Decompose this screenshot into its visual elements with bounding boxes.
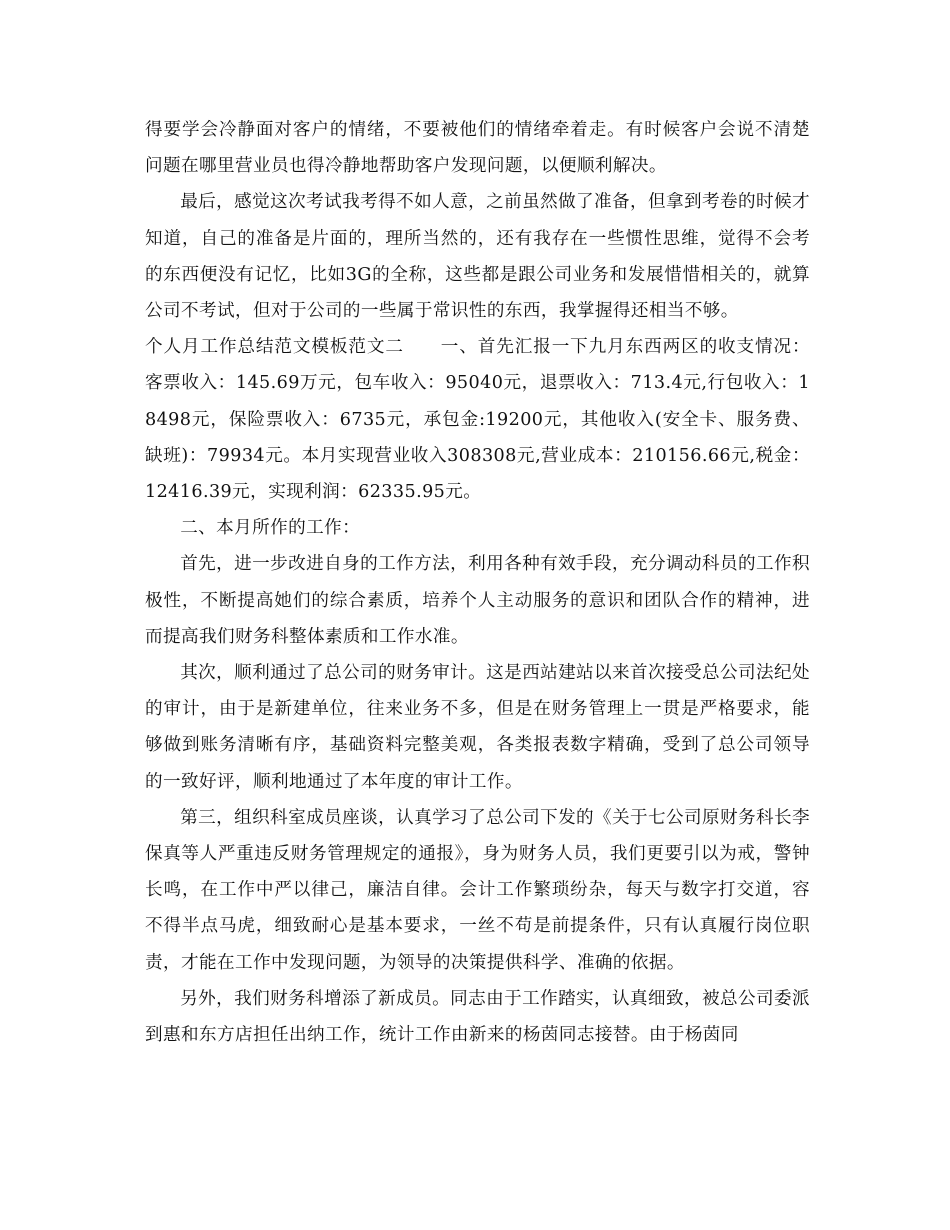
paragraph-4: 二、本月所作的工作： <box>180 518 361 539</box>
paragraph-8: 另外，我们财务科增添了新成员。同志由于工作踏实，认真细致，被总公司委派到惠和东方店担任出纳工作，统计工作由新来的杨茵同志接替。由于杨茵同 <box>145 988 810 1046</box>
paragraph-5: 首先，进一步改进自身的工作方法，利用各种有效手段，充分调动科员的工作积极性，不断提高她们的综合素质，培养个人主动服务的意识和团队合作的精神，进而提高我们财务科整体素质和工作水准。 <box>145 554 810 647</box>
paragraph-2: 最后，感觉这次考试我考得不如人意，之前虽然做了准备，但拿到考卷的时候才知道，自己的准备是片面的，理所当然的，还有我存在一些惯性思维，觉得不会考的东西便没有记忆，比如3G的全称，这些都是跟公司业务和发展惜惜相关的，就算公司不考试，但对于公司的一些属于常识性的东西，我掌握得还相当不够。 <box>145 192 810 322</box>
paragraph-1: 得要学会冷静面对客户的情绪，不要被他们的情绪牵着走。有时候客户会说不清楚问题在哪里营业员也得冷静地帮助客户发现问题，以便顺利解决。 <box>145 120 810 177</box>
paragraph-6: 其次，顺利通过了总公司的财务审计。这是西站建站以来首次接受总公司法纪处的审计，由于是新建单位，往来业务不多，但是在财务管理上一贯是严格要求，能够做到账务清晰有序，基础资料完整美观，各类报表数字精确，受到了总公司领导的一致好评，顺利地通过了本年度的审计工作。 <box>145 663 810 792</box>
document-body <box>145 112 810 1053</box>
paragraph-7: 第三，组织科室成员座谈，认真学习了总公司下发的《关于七公司原财务科长李保真等人严重违反财务管理规定的通报》，身为财务人员，我们更要引以为戒，警钟长鸣，在工作中严以律己，廉洁自律。会计工作繁琐纷杂，每天与数字打交道，容不得半点马虎，细致耐心是基本要求，一丝不苟是前提条件，只有认真履行岗位职责，才能在工作中发现问题，为领导的决策提供科学、准确的依据。 <box>145 807 810 973</box>
paragraph-3: 个人月工作总结范文模板范文二 一、首先汇报一下九月东西两区的收支情况：客票收入：145.69万元，包车收入：95040元，退票收入：713.4元,行包收入：18498元，保险票收入：6735元，承包金:19200元，其他收入(安全卡、服务费、缺班)：79934元。本月实现营业收入308308元,营业成本：210156.66元,税金：12416.39元，实现利润：62335.95元。 <box>145 337 810 503</box>
